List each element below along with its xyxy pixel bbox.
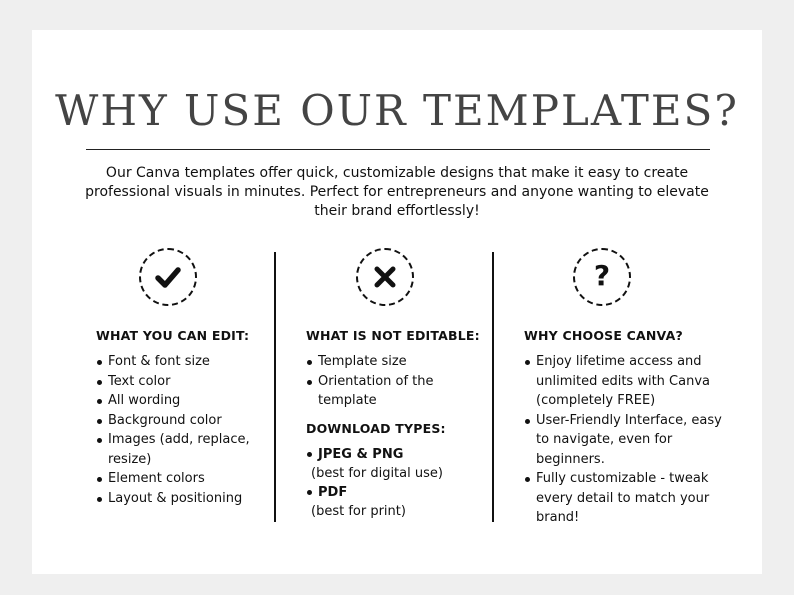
list-item: Images (add, replace, resize) bbox=[96, 430, 266, 469]
column-divider-left bbox=[274, 252, 276, 522]
download-type-note: (best for print) bbox=[311, 503, 406, 519]
column-not-editable bbox=[306, 328, 486, 521]
why-canva-heading: WHY CHOOSE CANVA? bbox=[524, 328, 683, 343]
check-icon bbox=[139, 248, 197, 306]
download-type-item bbox=[306, 483, 486, 521]
list-item: Element colors bbox=[96, 469, 266, 489]
download-types-heading: DOWNLOAD TYPES: bbox=[306, 420, 446, 436]
not-editable-heading: WHAT IS NOT EDITABLE: bbox=[306, 328, 480, 343]
list-item: User-Friendly Interface, easy to navigate, even for beginners. bbox=[524, 411, 724, 470]
list-item: Text color bbox=[96, 372, 266, 392]
intro-text: Our Canva templates offer quick, customizable designs that make it easy to create professional visuals in minutes. Perfect for entrepreneurs and anyone wanting to elevate their brand effortlessly! bbox=[85, 165, 709, 219]
download-type-name: PDF bbox=[306, 483, 486, 502]
list-item: All wording bbox=[96, 391, 266, 411]
why-canva-list bbox=[524, 352, 724, 528]
can-edit-heading: WHAT YOU CAN EDIT: bbox=[96, 328, 250, 343]
download-type-note: (best for digital use) bbox=[311, 465, 443, 481]
list-item: Orientation of the template bbox=[306, 372, 446, 411]
list-item: Background color bbox=[96, 411, 266, 431]
question-icon bbox=[573, 248, 631, 306]
download-type-item bbox=[306, 445, 486, 483]
page-title: WHY USE OUR TEMPLATES? bbox=[55, 86, 739, 135]
title-underline bbox=[86, 149, 710, 150]
question-glyph: ? bbox=[593, 259, 611, 292]
not-editable-list bbox=[306, 352, 446, 411]
list-item: Font & font size bbox=[96, 352, 266, 372]
download-type-name: JPEG & PNG bbox=[306, 445, 486, 464]
template-info-card bbox=[32, 30, 762, 574]
list-item: Layout & positioning bbox=[96, 489, 266, 509]
column-divider-right bbox=[492, 252, 494, 522]
list-item: Template size bbox=[306, 352, 446, 372]
list-item: Fully customizable - tweak every detail to match your brand! bbox=[524, 469, 724, 528]
column-why-canva bbox=[524, 328, 724, 528]
list-item: Enjoy lifetime access and unlimited edits with Canva (completely FREE) bbox=[524, 352, 724, 411]
x-icon bbox=[356, 248, 414, 306]
can-edit-list bbox=[96, 352, 266, 508]
column-can-edit bbox=[96, 328, 266, 508]
